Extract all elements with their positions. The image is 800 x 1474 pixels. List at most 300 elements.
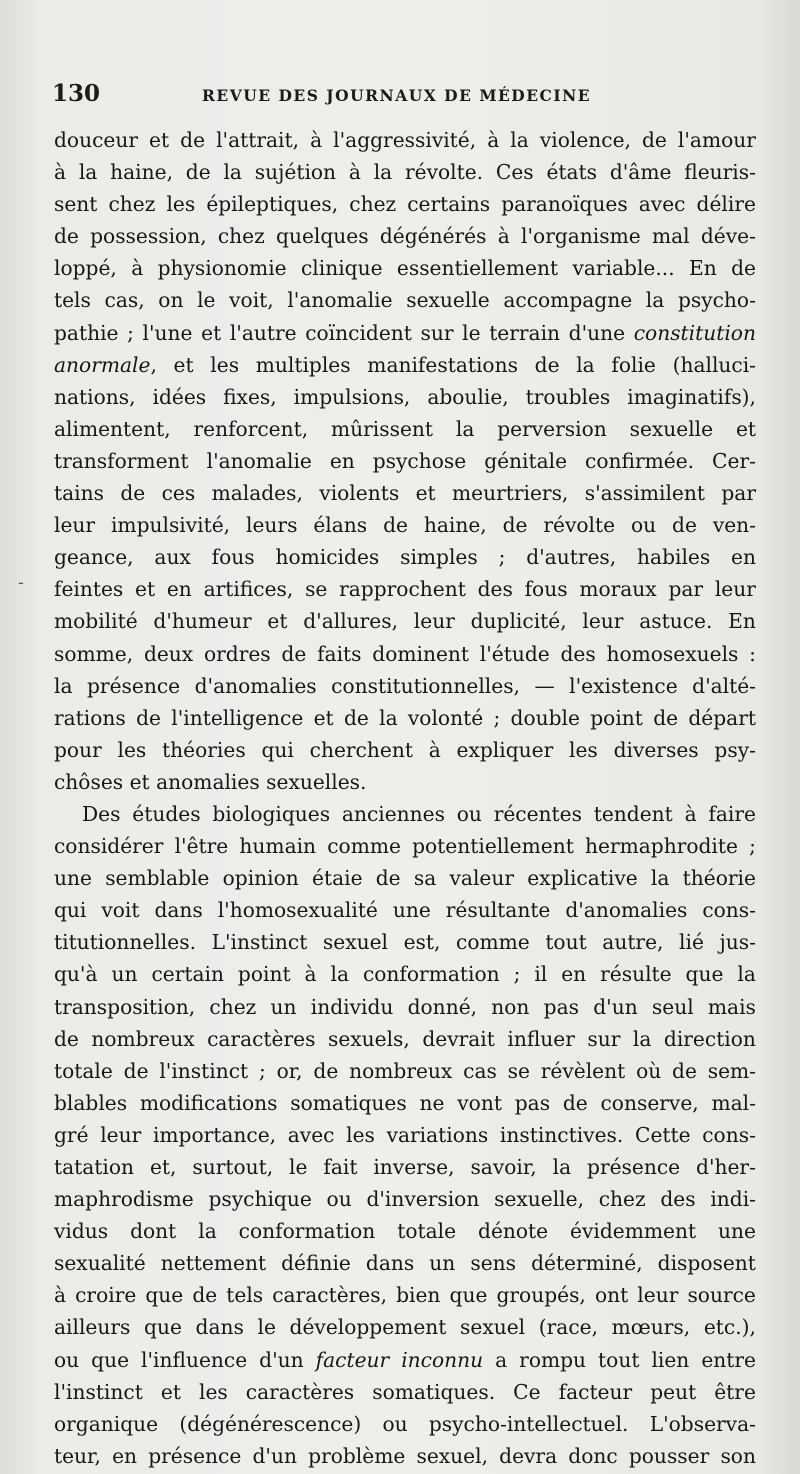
word: des (660, 1187, 696, 1212)
word: de (502, 513, 528, 538)
word: l'existence (569, 673, 678, 698)
word: et (735, 416, 756, 441)
word: quelques (276, 224, 369, 249)
word: de (54, 224, 79, 249)
word: d'inversion (366, 1187, 480, 1212)
word: et (129, 769, 150, 794)
word: malades, (211, 481, 303, 506)
word: somatiques. (372, 1379, 496, 1404)
word: anciennes (341, 801, 445, 826)
text-line (54, 926, 756, 958)
text-line (54, 220, 756, 252)
text-line (54, 349, 756, 381)
word: habiles (637, 545, 711, 570)
word: nations, (54, 384, 136, 409)
word: qui (54, 898, 87, 923)
page-header (52, 78, 762, 112)
text-line (54, 317, 756, 349)
word: la (78, 160, 98, 185)
word: que (685, 962, 724, 987)
word: tels (54, 288, 91, 313)
word: et (135, 577, 156, 602)
word: une (718, 1219, 756, 1244)
word: variable... (572, 256, 675, 281)
word: certains (407, 192, 491, 217)
word: non (491, 994, 530, 1019)
word: est, (403, 930, 441, 955)
word: mal (651, 224, 690, 249)
word: à (310, 128, 323, 152)
word: et (173, 352, 194, 377)
word: l'attrait, (216, 128, 300, 152)
word: l'homosexualité (217, 898, 378, 923)
word: organique (54, 1411, 159, 1436)
word: la (737, 962, 756, 987)
word: (race, (538, 1315, 598, 1340)
word: humain (239, 834, 317, 859)
word: Ce (513, 1379, 541, 1404)
word: théorie (682, 866, 756, 891)
word: point (590, 705, 643, 730)
word: de (672, 513, 697, 538)
word: avec (638, 192, 686, 217)
word: Ces (495, 160, 534, 185)
word: et (415, 481, 436, 506)
word: chôses (54, 769, 124, 794)
word: ordres (203, 641, 271, 666)
word: moraux (579, 577, 657, 602)
word: de (375, 866, 401, 891)
word: que (145, 1283, 184, 1308)
word: chez (108, 192, 156, 217)
word: la (223, 160, 242, 185)
word: ; (498, 545, 506, 570)
word: manifestations (367, 352, 518, 377)
word: donné, (407, 994, 478, 1019)
word: le (289, 1155, 308, 1179)
text-line (54, 798, 756, 830)
word: croire (75, 1283, 137, 1308)
word: douceur (54, 128, 138, 152)
word: rompu (519, 1347, 587, 1372)
word: la (198, 1219, 217, 1244)
word: (halluci- (672, 352, 756, 377)
word: la (373, 160, 393, 185)
word: de (653, 705, 679, 730)
word: sexuelle (629, 416, 714, 441)
word: vont (457, 1090, 502, 1115)
word: titutionnelles. (54, 930, 196, 955)
word: terrain (489, 320, 561, 345)
word: coïncident (305, 320, 412, 345)
page-number: 130 (52, 80, 101, 107)
text-line (54, 1183, 756, 1215)
word: l'étude (479, 641, 550, 666)
word: leur (582, 609, 624, 634)
word: jus- (719, 930, 756, 955)
word: études (132, 801, 201, 826)
word: de (123, 1058, 149, 1083)
word: d'âme (609, 160, 672, 185)
word: états (546, 160, 598, 185)
text-line (54, 1279, 756, 1311)
text-line (54, 702, 756, 734)
text-line (54, 958, 756, 990)
word: pas (543, 994, 579, 1019)
word: rations (54, 705, 126, 730)
word: à (348, 160, 361, 185)
word: somme, (54, 641, 134, 666)
word: qui (261, 737, 294, 762)
word: les (166, 192, 196, 217)
text-line (54, 1311, 756, 1343)
word: de (534, 352, 560, 377)
word: geance, (54, 545, 134, 570)
word: à (54, 1283, 67, 1308)
word: dans (365, 1251, 415, 1276)
word: un (429, 1251, 456, 1276)
word: diverses (613, 737, 699, 762)
word: rapprochent (339, 577, 466, 602)
word: mobilité (54, 609, 138, 634)
word: ces (161, 481, 196, 506)
word: tains (54, 481, 104, 506)
word: déterminé, (531, 1251, 643, 1276)
word: conformation (362, 962, 500, 987)
word: à (684, 801, 697, 826)
word: opinion (222, 866, 299, 891)
text-line (54, 1408, 756, 1440)
text-line (54, 1119, 756, 1151)
word: délire (696, 192, 756, 217)
word: psychose (372, 448, 467, 473)
word: d'her- (696, 1155, 756, 1179)
word: surtout, (192, 1155, 274, 1179)
text-line (54, 1440, 756, 1472)
word: violents (319, 481, 400, 506)
word: cas, (104, 288, 145, 313)
word: d'un (259, 1347, 304, 1372)
text-line (54, 991, 756, 1023)
word: facteur (315, 1347, 390, 1372)
word: un (111, 962, 138, 987)
word: psy- (714, 737, 756, 762)
word: ont (594, 1283, 629, 1308)
word: influer (507, 1026, 575, 1051)
word: sent (54, 192, 98, 217)
word: devrait (422, 1026, 495, 1051)
word: double (510, 705, 580, 730)
text-line (54, 1344, 756, 1376)
word: totale (397, 1219, 457, 1244)
word: la (510, 128, 529, 152)
word: chez (217, 224, 265, 249)
word: il (534, 962, 548, 987)
word: étaie (312, 866, 363, 891)
word: sa (413, 866, 437, 891)
word: les (117, 737, 147, 762)
word: son (720, 1443, 756, 1468)
word: constitutionnelles, (331, 673, 520, 698)
word: de (731, 256, 756, 281)
word: le (462, 320, 481, 345)
word: dont (130, 1219, 177, 1244)
word: développement (289, 1315, 447, 1340)
word: Des (82, 801, 121, 826)
word: départ (688, 705, 756, 730)
word: d'allures, (303, 609, 399, 634)
word: les (210, 352, 240, 377)
word: ; (513, 962, 521, 987)
word: génitale (484, 448, 568, 473)
word: leur (413, 609, 455, 634)
word: tendent (593, 801, 673, 826)
word: ven- (712, 513, 756, 538)
word: Cette (635, 1122, 691, 1147)
word: à (54, 160, 67, 185)
word: ; (493, 705, 501, 730)
word: que (91, 1347, 130, 1372)
text-line (54, 734, 756, 766)
word: avec (287, 1122, 335, 1147)
word: d'anomalies (565, 898, 688, 923)
word: dégénérés (379, 224, 487, 249)
word: l'amour (677, 128, 756, 152)
word: modifications (139, 1090, 278, 1115)
word: impulsivité, (110, 513, 231, 538)
word: de (54, 1026, 79, 1051)
word: ailleurs (54, 1315, 131, 1340)
word: hermaphrodite (585, 834, 738, 859)
word: transposition, (54, 994, 196, 1019)
word: potentiellement (412, 834, 574, 859)
word: évidemment (570, 1219, 697, 1244)
word: de (136, 705, 161, 730)
word: résultante (445, 898, 551, 923)
word: de (343, 705, 369, 730)
word: théories (162, 737, 246, 762)
word: d'alté- (692, 673, 756, 698)
word: transforment (54, 448, 189, 473)
word: l'anomalie (206, 448, 312, 473)
word: en (166, 577, 192, 602)
word: une (54, 866, 92, 891)
word: — (534, 673, 555, 698)
word: dans (195, 1315, 244, 1340)
word: ; (258, 1058, 266, 1083)
word: la (330, 962, 350, 987)
word: simples (400, 545, 478, 570)
word: deux (143, 641, 194, 666)
word: constitution (633, 320, 756, 345)
word: l'anomalie (287, 288, 393, 313)
word: ou (456, 801, 482, 826)
word: duplicité, (470, 609, 567, 634)
word: on (158, 288, 184, 313)
word: l'influence (141, 1347, 248, 1372)
word: pas (514, 1090, 551, 1115)
word: leur (637, 1283, 679, 1308)
word: individu (310, 994, 394, 1019)
text-line (54, 830, 756, 862)
word: leur (714, 577, 756, 602)
word: d'anomalies (194, 673, 317, 698)
word: en (112, 1443, 138, 1468)
word: expliquer (456, 737, 554, 762)
text-line (54, 156, 756, 188)
word: comme (327, 834, 401, 859)
word: la (379, 705, 398, 730)
word: des (560, 641, 596, 666)
word: explicative (527, 866, 638, 891)
word: tatation (54, 1155, 135, 1179)
word: fous (211, 545, 255, 570)
word: sexuel, (416, 1443, 488, 1468)
word: les (569, 737, 598, 762)
word: a (495, 1347, 508, 1372)
text-line (54, 605, 756, 637)
word: mais (707, 994, 756, 1019)
text-line (54, 894, 756, 926)
word: etc.), (703, 1315, 756, 1340)
word: valeur (449, 866, 514, 891)
word: indi- (710, 1187, 756, 1212)
word: d'une (568, 320, 626, 345)
word: ou (54, 1347, 80, 1372)
word: haine, (110, 160, 173, 185)
word: astuce. (639, 609, 713, 634)
word: troubles (525, 384, 611, 409)
word: révolte (543, 513, 616, 538)
word: la (632, 1026, 652, 1051)
body-text (54, 124, 756, 1472)
word: point (237, 962, 291, 987)
word: à (304, 962, 317, 987)
word: sexuelles. (266, 769, 367, 794)
word: pousser (628, 1443, 710, 1468)
word: de (383, 513, 408, 538)
word: variations (386, 1122, 489, 1147)
word: idées (152, 384, 207, 409)
word: peut (650, 1379, 697, 1404)
word: caractères (207, 1026, 316, 1051)
word: résulte (600, 962, 672, 987)
word: conserve, (600, 1090, 699, 1115)
word: physionomie (157, 256, 287, 281)
running-head: REVUE DES JOURNAUX DE MÉDECINE (202, 86, 592, 105)
word: possession, (90, 224, 207, 249)
word: ou (326, 1187, 352, 1212)
word: épileptiques, (206, 192, 339, 217)
word: l'être (174, 834, 229, 859)
word: alimentent, (54, 416, 171, 441)
word: à (428, 737, 441, 762)
text-line (54, 381, 756, 413)
word: En (688, 256, 717, 281)
text-line (54, 1087, 756, 1119)
word: la (576, 352, 595, 377)
word: sexuelle, (494, 1187, 584, 1212)
word: le (257, 1315, 276, 1340)
word: groupés, (496, 1283, 586, 1308)
word: homicides (275, 545, 380, 570)
word: récentes (493, 801, 582, 826)
word: de (672, 1058, 697, 1083)
word: l'aggressivité, (333, 128, 477, 152)
word: se (305, 577, 328, 602)
word: un (270, 994, 297, 1019)
word: ou (382, 1411, 408, 1436)
word: sexuels, (327, 1026, 410, 1051)
word: psychique (208, 1187, 312, 1212)
word: l'organisme (521, 224, 641, 249)
word: dénote (478, 1219, 549, 1244)
word: entre (701, 1347, 756, 1372)
word: tout (545, 930, 587, 955)
word: mœurs, (611, 1315, 691, 1340)
text-line (54, 573, 756, 605)
word: chez (209, 994, 257, 1019)
word: teur, (54, 1443, 101, 1468)
word: chez (349, 192, 397, 217)
word: l'autre (229, 320, 297, 345)
word: de (180, 128, 206, 152)
word: mal- (711, 1090, 756, 1115)
word: les (346, 1122, 375, 1147)
word: déve- (700, 224, 756, 249)
word: artifices, (203, 577, 294, 602)
word: perversion (497, 416, 607, 441)
word: ; (749, 834, 756, 859)
word: blables (54, 1090, 128, 1115)
word: révolte. (405, 160, 484, 185)
word: fous (524, 577, 568, 602)
word: confirmée. (585, 448, 695, 473)
word: l'intelligence (171, 705, 304, 730)
word: Cer- (712, 448, 756, 473)
word: ; (127, 320, 134, 345)
word: présence (148, 1443, 242, 1468)
word: leur (54, 513, 96, 538)
word: de (185, 160, 211, 185)
word: anomalies (156, 769, 260, 794)
text-line (54, 252, 756, 284)
word: dans (154, 898, 203, 923)
word: nombreux (91, 1026, 195, 1051)
word: chez (598, 1187, 646, 1212)
word: accompagne (503, 288, 633, 313)
word: bien (396, 1283, 441, 1308)
word: où (636, 1058, 662, 1083)
word: semblable (105, 866, 210, 891)
word: essentiellement (396, 256, 559, 281)
word: fleuris- (684, 160, 756, 185)
word: instinctives. (499, 1122, 624, 1147)
word: pathie (54, 320, 119, 345)
word: définie (281, 1251, 351, 1276)
word: direction (663, 1026, 756, 1051)
word: cherchent (309, 737, 413, 762)
word: l'une (142, 320, 193, 345)
word: haine, (423, 513, 487, 538)
word: le (197, 288, 216, 313)
word: considérer (54, 834, 164, 859)
text-line (54, 124, 756, 156)
word: vidus (54, 1219, 109, 1244)
word: seul (651, 994, 694, 1019)
word: paranoïques (501, 192, 628, 217)
word: fixes, (223, 384, 277, 409)
